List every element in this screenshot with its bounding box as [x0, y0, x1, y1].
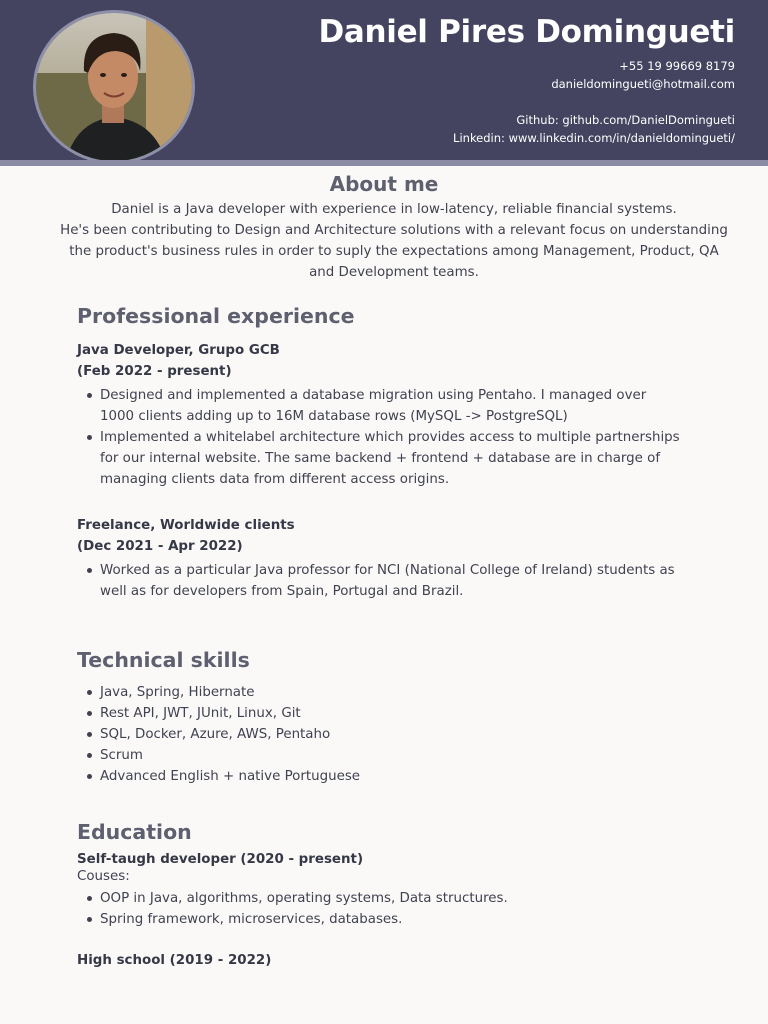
- about-line: He's been contributing to Design and Architecture solutions with a relevant focus on understanding: [60, 223, 728, 238]
- phone-number: +55 19 99669 8179: [619, 59, 735, 73]
- github-link[interactable]: Github: github.com/DanielDomingueti: [516, 113, 735, 127]
- list-item: Spring framework, microservices, databases.: [100, 909, 508, 930]
- list-item: Advanced English + native Portuguese: [100, 766, 360, 787]
- bullet-line: Worked as a particular Java professor for NCI (National College of Ireland) students as: [100, 563, 675, 578]
- email-address[interactable]: danieldomingueti@hotmail.com: [551, 77, 735, 91]
- list-item: SQL, Docker, Azure, AWS, Pentaho: [100, 724, 360, 745]
- job-role: Java Developer, Grupo GCB: [77, 343, 280, 358]
- experience-heading: Professional experience: [77, 304, 355, 328]
- bullet-line: Implemented a whitelabel architecture which provides access to multiple partnerships: [100, 430, 680, 445]
- about-line: Daniel is a Java developer with experience in low-latency, reliable financial systems.: [111, 202, 677, 217]
- candidate-name: Daniel Pires Domingueti: [318, 14, 735, 50]
- list-item: Rest API, JWT, JUnit, Linux, Git: [100, 703, 360, 724]
- about-line: the product's business rules in order to suply the expectations among Management, Product, QA: [69, 244, 719, 259]
- profile-photo: [33, 10, 195, 164]
- list-item: Java, Spring, Hibernate: [100, 682, 360, 703]
- header-banner: [0, 0, 768, 160]
- about-heading: About me: [329, 172, 439, 196]
- education-entry: Self-taugh developer (2020 - present): [77, 852, 364, 867]
- courses-label: Couses:: [77, 869, 130, 884]
- job-role: Freelance, Worldwide clients: [77, 518, 295, 533]
- job-period: (Feb 2022 - present): [77, 364, 232, 379]
- list-item: [100, 385, 680, 427]
- courses-list: [77, 888, 508, 930]
- education-heading: Education: [77, 820, 192, 844]
- bullet-line: Designed and implemented a database migration using Pentaho. I managed over: [100, 388, 647, 403]
- skills-heading: Technical skills: [77, 648, 250, 672]
- about-line: and Development teams.: [309, 265, 479, 280]
- bullet-line: for our internal website. The same backend + frontend + database are in charge of: [100, 451, 661, 466]
- about-paragraph: [50, 199, 738, 283]
- education-entry: High school (2019 - 2022): [77, 953, 272, 968]
- linkedin-link[interactable]: Linkedin: www.linkedin.com/in/danieldomingueti/: [453, 131, 735, 145]
- list-item: Scrum: [100, 745, 360, 766]
- job-bullets: [77, 385, 680, 490]
- bullet-line: well as for developers from Spain, Portugal and Brazil.: [100, 584, 464, 599]
- job-bullets: [77, 560, 675, 602]
- bullet-line: managing clients data from different access origins.: [100, 472, 450, 487]
- job-period: (Dec 2021 - Apr 2022): [77, 539, 243, 554]
- list-item: [100, 427, 680, 490]
- list-item: [100, 560, 675, 602]
- bullet-line: 1000 clients adding up to 16M database rows (MySQL -> PostgreSQL): [100, 409, 568, 424]
- list-item: OOP in Java, algorithms, operating systems, Data structures.: [100, 888, 508, 909]
- skills-list: [77, 682, 360, 787]
- header-divider: [0, 160, 768, 166]
